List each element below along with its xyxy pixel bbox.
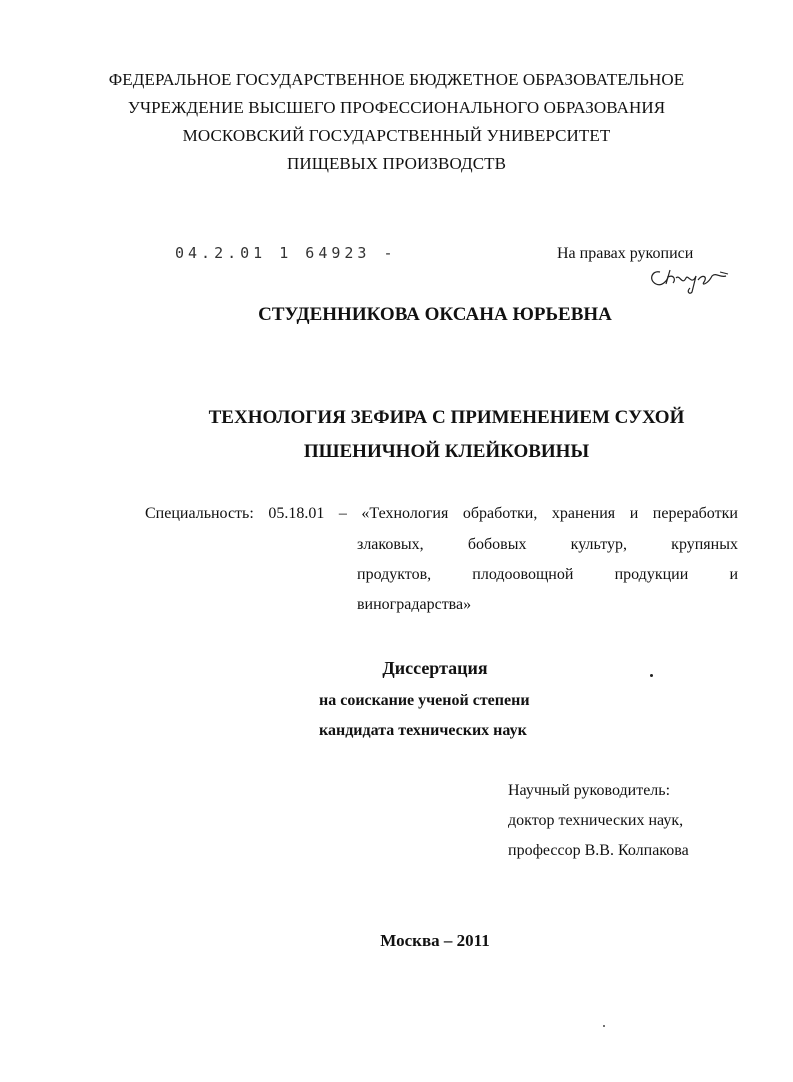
institution-header: [0, 66, 793, 178]
advisor-role: Научный руководитель:: [508, 782, 671, 799]
specialty-line-1: [145, 505, 738, 523]
header-line-3: МОСКОВСКИЙ ГОСУДАРСТВЕННЫЙ УНИВЕРСИТЕТ: [182, 126, 611, 145]
degree-line-1: на соискание ученой степени: [319, 692, 530, 709]
header-line-2: УЧРЕЖДЕНИЕ ВЫСШЕГО ПРОФЕССИОНАЛЬНОГО ОБРАЗОВАНИЯ: [127, 98, 666, 117]
specialty-line-4: виноградарства»: [357, 596, 472, 613]
specialty-word: 05.18.01: [268, 505, 325, 522]
specialty-word: обработки,: [462, 505, 538, 522]
specialty-word: бобовых: [467, 536, 527, 553]
specialty-word: крупяных: [671, 536, 738, 553]
specialty-line-2: [357, 536, 738, 554]
specialty-word: злаковых,: [357, 536, 424, 553]
rights-note: На правах рукописи: [557, 245, 694, 262]
advisor-degree: доктор технических наук,: [508, 812, 684, 829]
specialty-word: переработки: [652, 505, 738, 522]
specialty-word: и: [729, 566, 738, 583]
degree-line-2: кандидата технических наук: [319, 722, 527, 739]
specialty-word: Специальность:: [145, 505, 254, 522]
library-stamp-number: 04.2.01 1 64923 -: [175, 244, 397, 262]
specialty-word: хранения: [551, 505, 616, 522]
header-line-4: ПИЩЕВЫХ ПРОИЗВОДСТВ: [286, 154, 507, 173]
title-line-1: ТЕХНОЛОГИЯ ЗЕФИРА С ПРИМЕНЕНИЕМ СУХОЙ: [208, 407, 685, 428]
specialty-word: и: [629, 505, 639, 522]
advisor-name: профессор В.В. Колпакова: [508, 842, 689, 859]
dissertation-title: [0, 401, 793, 469]
city-year: Москва – 2011: [380, 931, 490, 950]
specialty-line-3: [357, 566, 738, 584]
specialty-word: плодоовощной: [472, 566, 574, 583]
scan-speck: [650, 674, 653, 677]
scan-speck: [603, 1025, 605, 1027]
author-name: СТУДЕННИКОВА ОКСАНА ЮРЬЕВНА: [258, 304, 612, 325]
specialty-word: продукции: [614, 566, 689, 583]
header-line-1: ФЕДЕРАЛЬНОЕ ГОСУДАРСТВЕННОЕ БЮДЖЕТНОЕ ОБРАЗОВАТЕЛЬНОЕ: [108, 70, 685, 89]
specialty-word: «Технология: [361, 505, 449, 522]
handwritten-signature: [646, 262, 730, 294]
specialty-word: культур,: [570, 536, 627, 553]
specialty-word: –: [338, 505, 347, 522]
specialty-word: продуктов,: [357, 566, 432, 583]
title-line-2: ПШЕНИЧНОЙ КЛЕЙКОВИНЫ: [303, 441, 590, 462]
dissertation-heading: Диссертация: [382, 658, 488, 678]
